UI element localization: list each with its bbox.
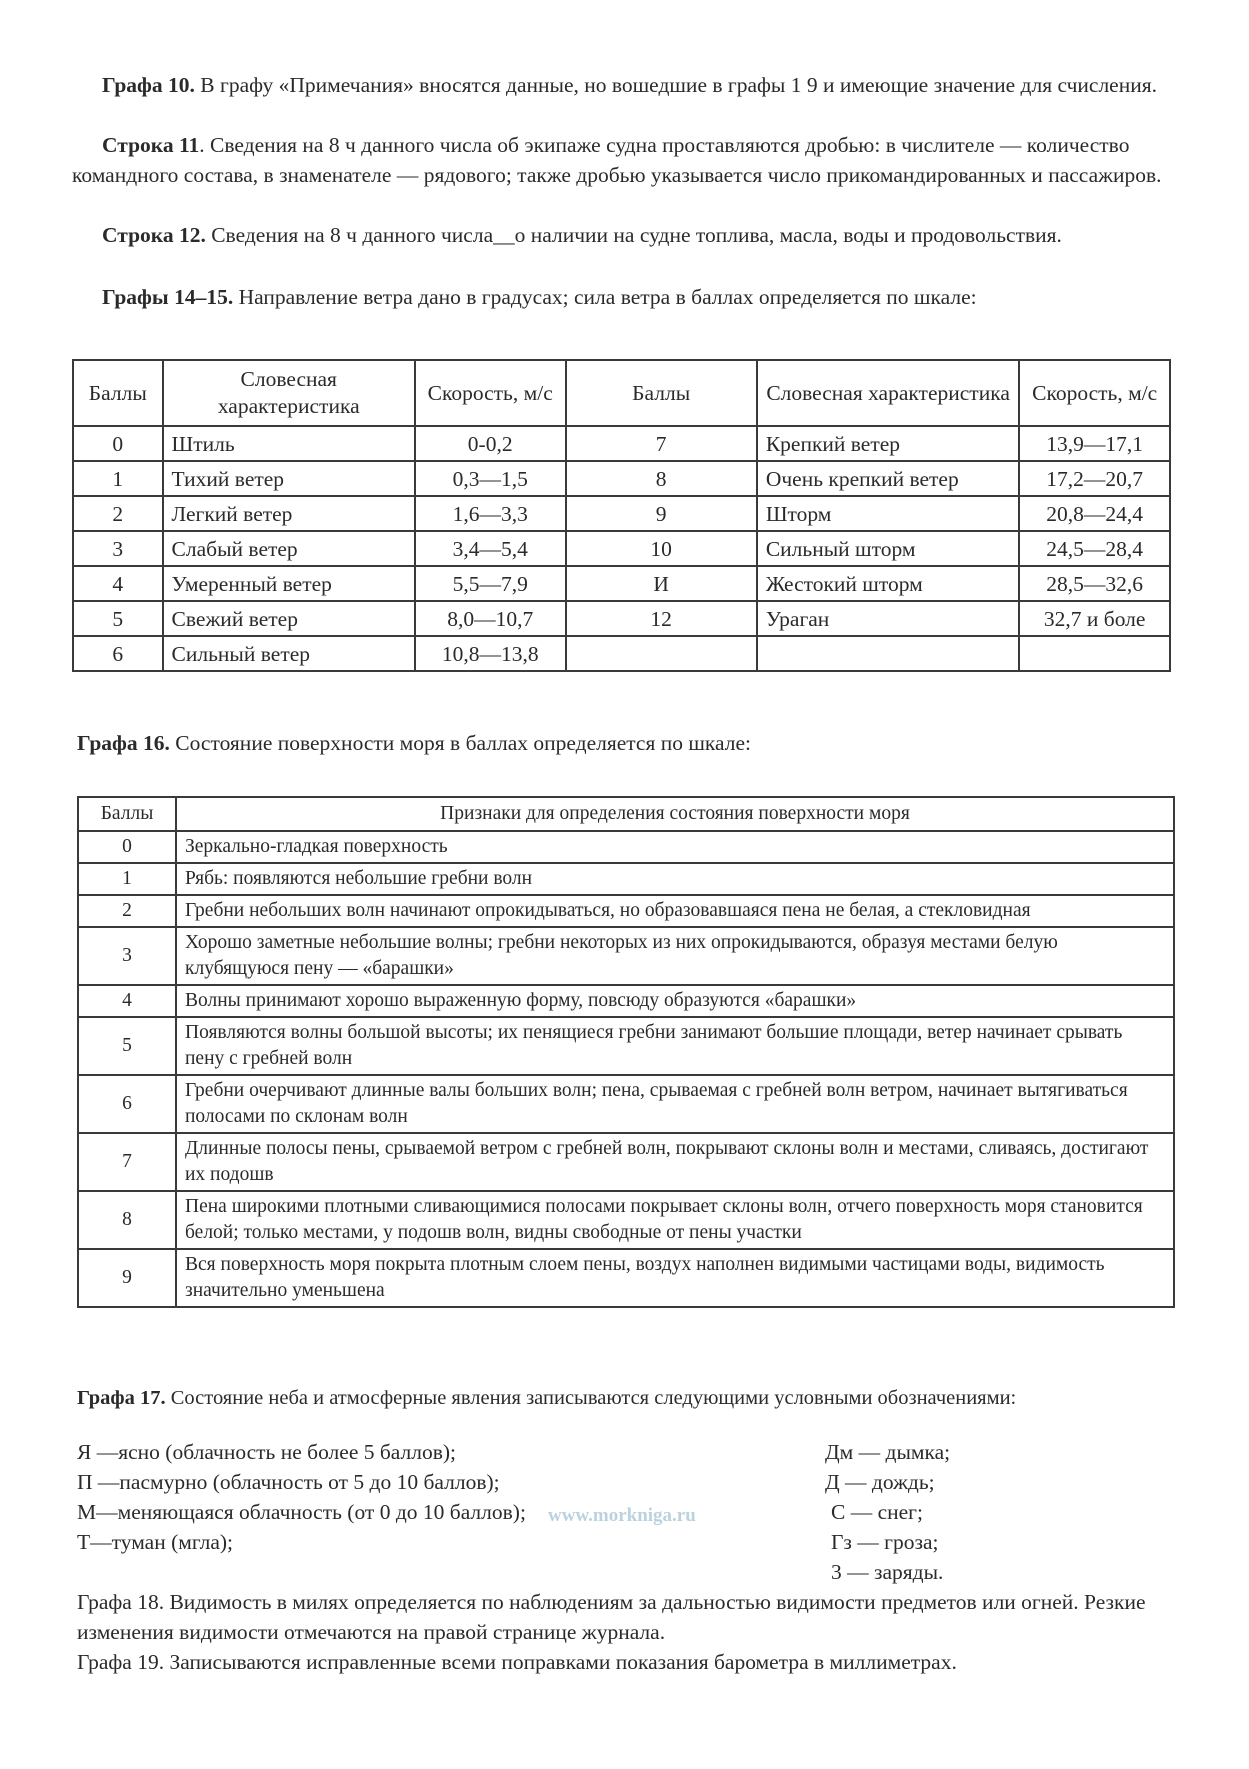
- cell: Появляются волны большой высоты; их пенящиеся гребни занимают большие площади, ветер начинает срывать пену с гребней волн: [176, 1017, 1174, 1075]
- cell: 20,8—24,4: [1019, 496, 1170, 531]
- cell: Хорошо заметные небольшие волны; гребни некоторых из них опрокидываются, образуя местами белую клубящуюся пену — «барашки»: [176, 927, 1174, 985]
- column-header: Скорость, м/с: [1019, 360, 1170, 426]
- cell: 2: [78, 895, 176, 927]
- cell: 32,7 и боле: [1019, 601, 1170, 636]
- cell: 3,4—5,4: [415, 531, 566, 566]
- cell: Длинные полосы пены, срываемой ветром с гребней волн, покрывают склоны волн и местами, сливаясь, достигают их подошв: [176, 1133, 1174, 1191]
- text: Направление ветра дано в градусах; сила ветра в баллах определяется по шкале:: [233, 285, 977, 309]
- cell: 7: [566, 426, 757, 461]
- table-row: [73, 496, 1170, 531]
- paragraph-grafa-16: [77, 728, 1182, 758]
- cell: 8,0—10,7: [415, 601, 566, 636]
- wind-scale-table: [72, 359, 1171, 672]
- table-row: [78, 927, 1174, 985]
- cell: 12: [566, 601, 757, 636]
- legend-item: М—меняющаяся облачность (от 0 до 10 баллов);: [77, 1500, 526, 1524]
- column-header: Признаки для определения состояния поверхности моря: [176, 797, 1174, 831]
- paragraph-stroka-11: [72, 130, 1177, 190]
- cell: 8: [566, 461, 757, 496]
- cell: [566, 636, 757, 671]
- cell: 24,5—28,4: [1019, 531, 1170, 566]
- paragraph-grafa-18: Графа 18. Видимость в милях определяется по наблюдениям за дальностью видимости предметов или огней. Резкие изменения видимости отмечаются на правой странице журнала.: [77, 1590, 1146, 1644]
- cell: 9: [566, 496, 757, 531]
- column-header: Словесная характеристика: [163, 360, 415, 426]
- cell: 6: [78, 1075, 176, 1133]
- legend-item: Т—туман (мгла);: [77, 1530, 233, 1554]
- table-row: [78, 1017, 1174, 1075]
- cell: И: [566, 566, 757, 601]
- cell: Крепкий ветер: [757, 426, 1020, 461]
- table-row: [78, 831, 1174, 863]
- cell: Слабый ветер: [163, 531, 415, 566]
- legend-item: С — снег;: [831, 1500, 923, 1524]
- cell: Вся поверхность моря покрыта плотным слоем пены, воздух наполнен видимыми частицами воды, видимость значительно уменьшена: [176, 1249, 1174, 1307]
- cell: 9: [78, 1249, 176, 1307]
- cell: 0-0,2: [415, 426, 566, 461]
- table-row: [78, 895, 1174, 927]
- text: В графу «Примечания» вносятся данные, но вошедшие в графы 1 9 и имеющие значение для счисления.: [194, 73, 1157, 97]
- cell: Зеркально-гладкая поверхность: [176, 831, 1174, 863]
- cell: 13,9—17,1: [1019, 426, 1170, 461]
- paragraph-grafy-14-15: [72, 282, 1177, 312]
- sky-legend-left: [77, 1437, 526, 1557]
- cell: Сильный ветер: [163, 636, 415, 671]
- table-row: [78, 1133, 1174, 1191]
- text: Состояние неба и атмосферные явления записываются следующими условными обозначениями:: [165, 1387, 1017, 1409]
- cell: 0,3—1,5: [415, 461, 566, 496]
- cell: Умеренный ветер: [163, 566, 415, 601]
- cell: Рябь: появляются небольшие гребни волн: [176, 863, 1174, 895]
- cell: Очень крепкий ветер: [757, 461, 1020, 496]
- table-row: [78, 1249, 1174, 1307]
- cell: 3: [78, 927, 176, 985]
- cell: 3: [73, 531, 163, 566]
- table-row: [73, 566, 1170, 601]
- cell: Жестокий шторм: [757, 566, 1020, 601]
- cell: 1: [78, 863, 176, 895]
- text: . Сведения на 8 ч данного числа об экипаже судна проставляются дробью: в числителе — количество командного состава, в знаменателе — рядового; также дробью указывается число прикомандированных и пассажиров.: [72, 133, 1162, 187]
- table-row: [73, 601, 1170, 636]
- table-header-row: [78, 797, 1174, 831]
- cell: 10,8—13,8: [415, 636, 566, 671]
- legend-item: 3 — заряды.: [831, 1560, 944, 1584]
- table-row: [73, 461, 1170, 496]
- cell: Свежий ветер: [163, 601, 415, 636]
- label: Строка 11: [102, 133, 200, 157]
- table-row: [73, 426, 1170, 461]
- cell: Штиль: [163, 426, 415, 461]
- table-row: [73, 531, 1170, 566]
- cell: 4: [78, 985, 176, 1017]
- paragraph-grafa-19: Графа 19. Записываются исправленные всеми поправками показания барометра в миллиметрах.: [77, 1650, 957, 1674]
- table-row: [78, 985, 1174, 1017]
- cell: 5: [73, 601, 163, 636]
- paragraph-stroka-12: [72, 220, 1177, 250]
- text: Сведения на 8 ч данного числа__о наличии на судне топлива, масла, воды и продовольствия.: [205, 223, 1062, 247]
- legend-item: Д — дождь;: [825, 1470, 935, 1494]
- table-row: [78, 1075, 1174, 1133]
- paragraph-grafa-17: [77, 1383, 1182, 1413]
- column-header: Баллы: [78, 797, 176, 831]
- cell: [757, 636, 1020, 671]
- label: Графа 17.: [77, 1387, 166, 1409]
- label: Графы 14–15.: [102, 285, 234, 309]
- legend-item: Гз — гроза;: [831, 1530, 939, 1554]
- column-header: Баллы: [566, 360, 757, 426]
- table-row: [78, 1191, 1174, 1249]
- cell: 8: [78, 1191, 176, 1249]
- cell: Гребни небольших волн начинают опрокидываться, но образовавшаяся пена не белая, а стекловидная: [176, 895, 1174, 927]
- cell: 28,5—32,6: [1019, 566, 1170, 601]
- legend-item: П —пасмурно (облачность от 5 до 10 баллов);: [77, 1470, 500, 1494]
- column-header: Словесная характеристика: [757, 360, 1020, 426]
- cell: 1: [73, 461, 163, 496]
- table-row: [78, 863, 1174, 895]
- cell: 10: [566, 531, 757, 566]
- cell: Шторм: [757, 496, 1020, 531]
- label: Графа 10.: [102, 73, 195, 97]
- cell: 7: [78, 1133, 176, 1191]
- legend-item: Дм — дымка;: [825, 1440, 951, 1464]
- cell: [1019, 636, 1170, 671]
- cell: 5: [78, 1017, 176, 1075]
- column-header: Баллы: [73, 360, 163, 426]
- cell: 0: [78, 831, 176, 863]
- cell: Ураган: [757, 601, 1020, 636]
- text: Состояние поверхности моря в баллах определяется по шкале:: [169, 731, 752, 755]
- cell: Легкий ветер: [163, 496, 415, 531]
- cell: 1,6—3,3: [415, 496, 566, 531]
- table-row: [73, 636, 1170, 671]
- cell: 0: [73, 426, 163, 461]
- cell: 2: [73, 496, 163, 531]
- cell: Гребни очерчивают длинные валы больших волн; пена, срываемая с гребней волн ветром, начинает вытягиваться полосами по склонам волн: [176, 1075, 1174, 1133]
- cell: Сильный шторм: [757, 531, 1020, 566]
- label: Графа 16.: [77, 731, 170, 755]
- cell: 6: [73, 636, 163, 671]
- cell: 5,5—7,9: [415, 566, 566, 601]
- cell: Волны принимают хорошо выраженную форму, повсюду образуются «барашки»: [176, 985, 1174, 1017]
- cell: Пена широкими плотными сливающимися полосами покрывает склоны волн, отчего поверхность моря становится белой; только местами, у подошв волн, видны свободные от пены участки: [176, 1191, 1174, 1249]
- watermark: www.morkniga.ru: [548, 1505, 696, 1526]
- column-header: Скорость, м/с: [415, 360, 566, 426]
- paragraph-grafa-10: [72, 70, 1177, 100]
- sky-legend-right: [825, 1437, 950, 1587]
- cell: 17,2—20,7: [1019, 461, 1170, 496]
- label: Строка 12.: [102, 223, 206, 247]
- legend-item: Я —ясно (облачность не более 5 баллов);: [77, 1440, 457, 1464]
- cell: 4: [73, 566, 163, 601]
- sea-state-table: [77, 796, 1175, 1308]
- table-header-row: [73, 360, 1170, 426]
- cell: Тихий ветер: [163, 461, 415, 496]
